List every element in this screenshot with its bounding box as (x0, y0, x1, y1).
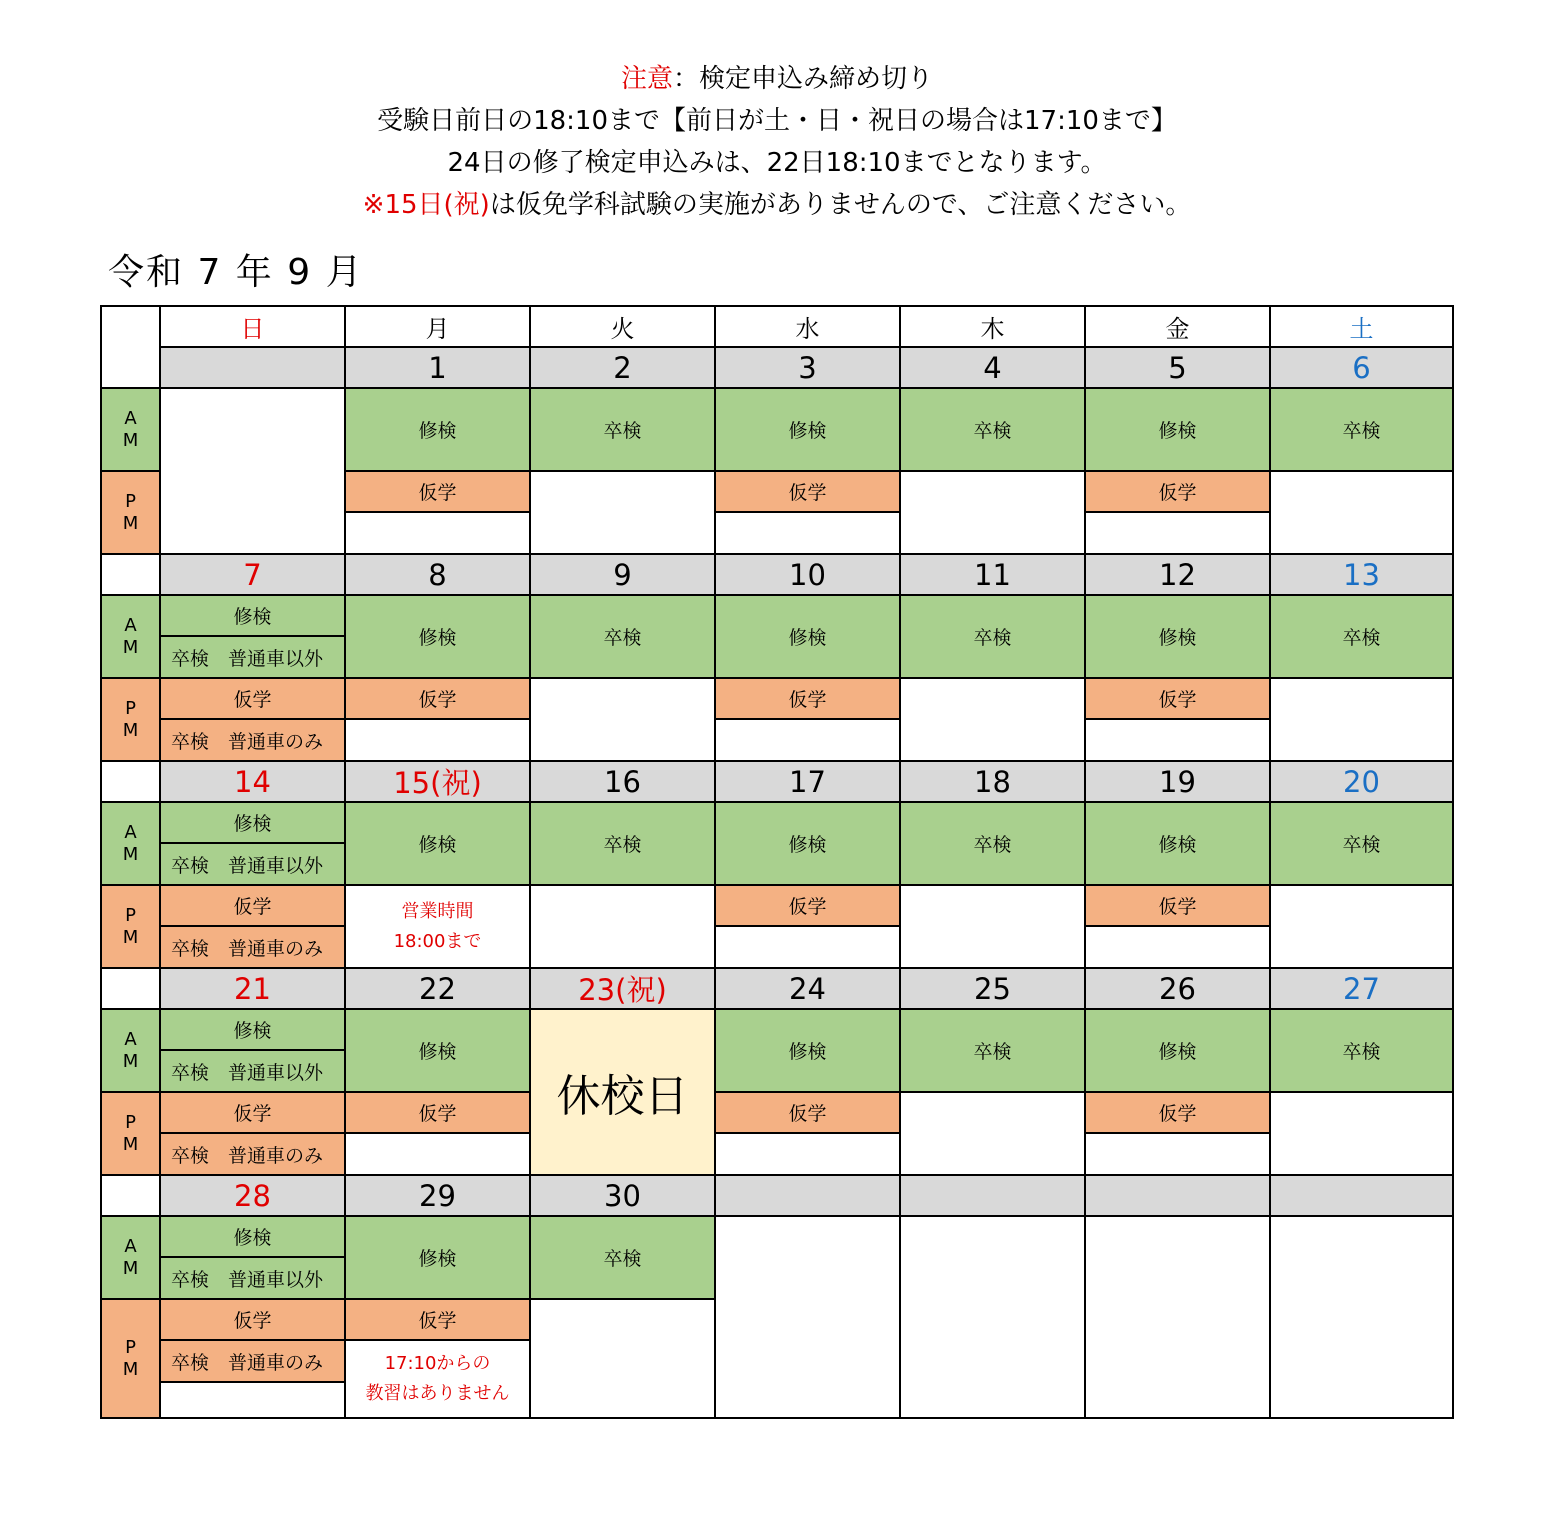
slot-shuken: 修検 (716, 1010, 901, 1093)
weekday-sun: 日 (161, 307, 346, 348)
date-cell: 12 (1086, 555, 1271, 596)
weekday-sat: 土 (1271, 307, 1454, 348)
date-cell: 2 (531, 348, 716, 389)
slot-shuken: 修検 (346, 1217, 531, 1300)
empty-slot (901, 472, 1086, 555)
slot-sotsuken-non-standard: 卒検 普通車以外 (161, 637, 346, 679)
slot-sotsuken-non-standard: 卒検 普通車以外 (161, 1258, 346, 1300)
slot-kagaku: 仮学 (346, 679, 531, 720)
slot-shuken: 修検 (161, 596, 346, 637)
empty-slot (1271, 679, 1454, 762)
slot-sotsuken: 卒検 (901, 596, 1086, 679)
weekday-tue: 火 (531, 307, 716, 348)
weekday-thu: 木 (901, 307, 1086, 348)
slot-sotsuken: 卒検 (1271, 596, 1454, 679)
empty-slot (346, 513, 531, 555)
date-cell: 5 (1086, 348, 1271, 389)
slot-kagaku: 仮学 (1086, 886, 1271, 927)
weekday-fri: 金 (1086, 307, 1271, 348)
slot-sotsuken-non-standard: 卒検 普通車以外 (161, 844, 346, 886)
corner-cell (102, 307, 161, 389)
spacer-cell (102, 555, 161, 596)
slot-sotsuken: 卒検 (901, 803, 1086, 886)
am-label: A M (102, 1217, 161, 1300)
weekday-wed: 水 (716, 307, 901, 348)
pm-label: P M (102, 1300, 161, 1419)
empty-slot (716, 513, 901, 555)
notice-line-3: 24日の修了検定申込みは、22日18:10までとなります。 (447, 148, 1107, 178)
empty-slot (346, 720, 531, 762)
date-cell: 26 (1086, 969, 1271, 1010)
notice-holiday-text: は仮免学科試験の実施がありませんので、ご注意ください。 (489, 190, 1192, 220)
slot-kagaku: 仮学 (161, 1093, 346, 1134)
empty-day (1271, 1217, 1454, 1419)
slot-shuken: 修検 (346, 389, 531, 472)
am-label: A M (102, 1010, 161, 1093)
no-lessons-note: 17:10からの 教習はありません (346, 1341, 531, 1419)
date-cell (1086, 1176, 1271, 1217)
calendar-grid (100, 305, 1454, 1419)
slot-kagaku: 仮学 (161, 679, 346, 720)
date-cell (901, 1176, 1086, 1217)
notice-holiday-date: ※15日(祝) (362, 190, 490, 220)
am-label: A M (102, 389, 161, 472)
slot-kagaku: 仮学 (716, 1093, 901, 1134)
notice-caution-label: 注意 (620, 64, 673, 94)
slot-kagaku: 仮学 (161, 1300, 346, 1341)
slot-kagaku: 仮学 (346, 1093, 531, 1134)
notice-block (0, 58, 1554, 226)
empty-slot (1086, 513, 1271, 555)
slot-shuken: 修検 (1086, 596, 1271, 679)
date-cell: 10 (716, 555, 901, 596)
empty-slot (1271, 472, 1454, 555)
am-label: A M (102, 803, 161, 886)
notice-line-4 (0, 184, 1554, 226)
slot-shuken: 修検 (161, 1010, 346, 1051)
empty-slot (531, 679, 716, 762)
slot-sotsuken-standard-only: 卒検 普通車のみ (161, 1341, 346, 1383)
slot-sotsuken: 卒検 (1271, 803, 1454, 886)
slot-shuken: 修検 (1086, 389, 1271, 472)
date-cell: 27 (1271, 969, 1454, 1010)
am-label: A M (102, 596, 161, 679)
empty-day (1086, 1217, 1271, 1419)
notice-line-2: 受験日前日の18:10まで【前日が土・日・祝日の場合は17:10まで】 (377, 106, 1177, 136)
spacer-cell (102, 969, 161, 1010)
empty-slot (1271, 1093, 1454, 1176)
spacer-cell (102, 762, 161, 803)
slot-sotsuken-standard-only: 卒検 普通車のみ (161, 720, 346, 762)
pm-label: P M (102, 1093, 161, 1176)
slot-kagaku: 仮学 (716, 472, 901, 513)
date-cell: 13 (1271, 555, 1454, 596)
slot-shuken: 修検 (161, 1217, 346, 1258)
empty-slot (901, 679, 1086, 762)
slot-sotsuken-standard-only: 卒検 普通車のみ (161, 927, 346, 969)
date-cell: 4 (901, 348, 1086, 389)
slot-kagaku: 仮学 (1086, 472, 1271, 513)
date-cell: 24 (716, 969, 901, 1010)
empty-day (161, 389, 346, 555)
slot-sotsuken-non-standard: 卒検 普通車以外 (161, 1051, 346, 1093)
slot-sotsuken: 卒検 (1271, 389, 1454, 472)
date-cell (716, 1176, 901, 1217)
empty-slot (1086, 720, 1271, 762)
slot-kagaku: 仮学 (716, 886, 901, 927)
date-cell: 22 (346, 969, 531, 1010)
slot-sotsuken: 卒検 (1271, 1010, 1454, 1093)
weekday-mon: 月 (346, 307, 531, 348)
date-cell (1271, 1176, 1454, 1217)
date-cell: 9 (531, 555, 716, 596)
slot-shuken: 修検 (1086, 1010, 1271, 1093)
empty-slot (531, 886, 716, 969)
date-cell: 21 (161, 969, 346, 1010)
business-hours-note: 営業時間 18:00まで (346, 886, 531, 969)
pm-label: P M (102, 472, 161, 555)
slot-shuken: 修検 (716, 596, 901, 679)
slot-sotsuken: 卒検 (531, 389, 716, 472)
date-cell: 8 (346, 555, 531, 596)
slot-shuken: 修検 (1086, 803, 1271, 886)
empty-slot (1271, 886, 1454, 969)
notice-deadline-title: ：検定申込み締め切り (673, 64, 934, 94)
pm-label: P M (102, 679, 161, 762)
date-cell: 25 (901, 969, 1086, 1010)
slot-shuken: 修検 (346, 596, 531, 679)
date-cell: 1 (346, 348, 531, 389)
date-cell: 14 (161, 762, 346, 803)
slot-shuken: 修検 (346, 803, 531, 886)
date-cell: 6 (1271, 348, 1454, 389)
empty-slot (716, 927, 901, 969)
slot-sotsuken: 卒検 (901, 1010, 1086, 1093)
date-cell: 18 (901, 762, 1086, 803)
month-title: 令和 7 年 9 月 (108, 252, 364, 293)
slot-kagaku: 仮学 (346, 472, 531, 513)
date-cell: 11 (901, 555, 1086, 596)
empty-slot (346, 1134, 531, 1176)
date-cell: 19 (1086, 762, 1271, 803)
empty-slot (531, 472, 716, 555)
empty-slot (716, 720, 901, 762)
date-cell-holiday: 23(祝) (531, 969, 716, 1010)
empty-slot (161, 1383, 346, 1419)
empty-day (716, 1217, 901, 1419)
empty-slot (901, 886, 1086, 969)
slot-kagaku: 仮学 (1086, 1093, 1271, 1134)
slot-kagaku: 仮学 (161, 886, 346, 927)
slot-sotsuken: 卒検 (901, 389, 1086, 472)
date-cell: 28 (161, 1176, 346, 1217)
slot-sotsuken-standard-only: 卒検 普通車のみ (161, 1134, 346, 1176)
empty-slot (1086, 927, 1271, 969)
date-cell: 20 (1271, 762, 1454, 803)
empty-slot (531, 1300, 716, 1419)
slot-shuken: 修検 (346, 1010, 531, 1093)
slot-kagaku: 仮学 (346, 1300, 531, 1341)
pm-label: P M (102, 886, 161, 969)
slot-sotsuken: 卒検 (531, 596, 716, 679)
slot-shuken: 修検 (161, 803, 346, 844)
slot-sotsuken: 卒検 (531, 803, 716, 886)
empty-day (901, 1217, 1086, 1419)
slot-shuken: 修検 (716, 389, 901, 472)
empty-slot (1086, 1134, 1271, 1176)
date-cell: 7 (161, 555, 346, 596)
slot-kagaku: 仮学 (716, 679, 901, 720)
empty-slot (901, 1093, 1086, 1176)
date-cell: 30 (531, 1176, 716, 1217)
empty-slot (716, 1134, 901, 1176)
notice-line-1 (0, 58, 1554, 100)
date-cell-holiday: 15(祝) (346, 762, 531, 803)
date-cell (161, 348, 346, 389)
slot-shuken: 修検 (716, 803, 901, 886)
spacer-cell (102, 1176, 161, 1217)
date-cell: 3 (716, 348, 901, 389)
date-cell: 16 (531, 762, 716, 803)
date-cell: 17 (716, 762, 901, 803)
closed-day-cell: 休校日 (531, 1010, 716, 1176)
slot-kagaku: 仮学 (1086, 679, 1271, 720)
slot-sotsuken: 卒検 (531, 1217, 716, 1300)
date-cell: 29 (346, 1176, 531, 1217)
